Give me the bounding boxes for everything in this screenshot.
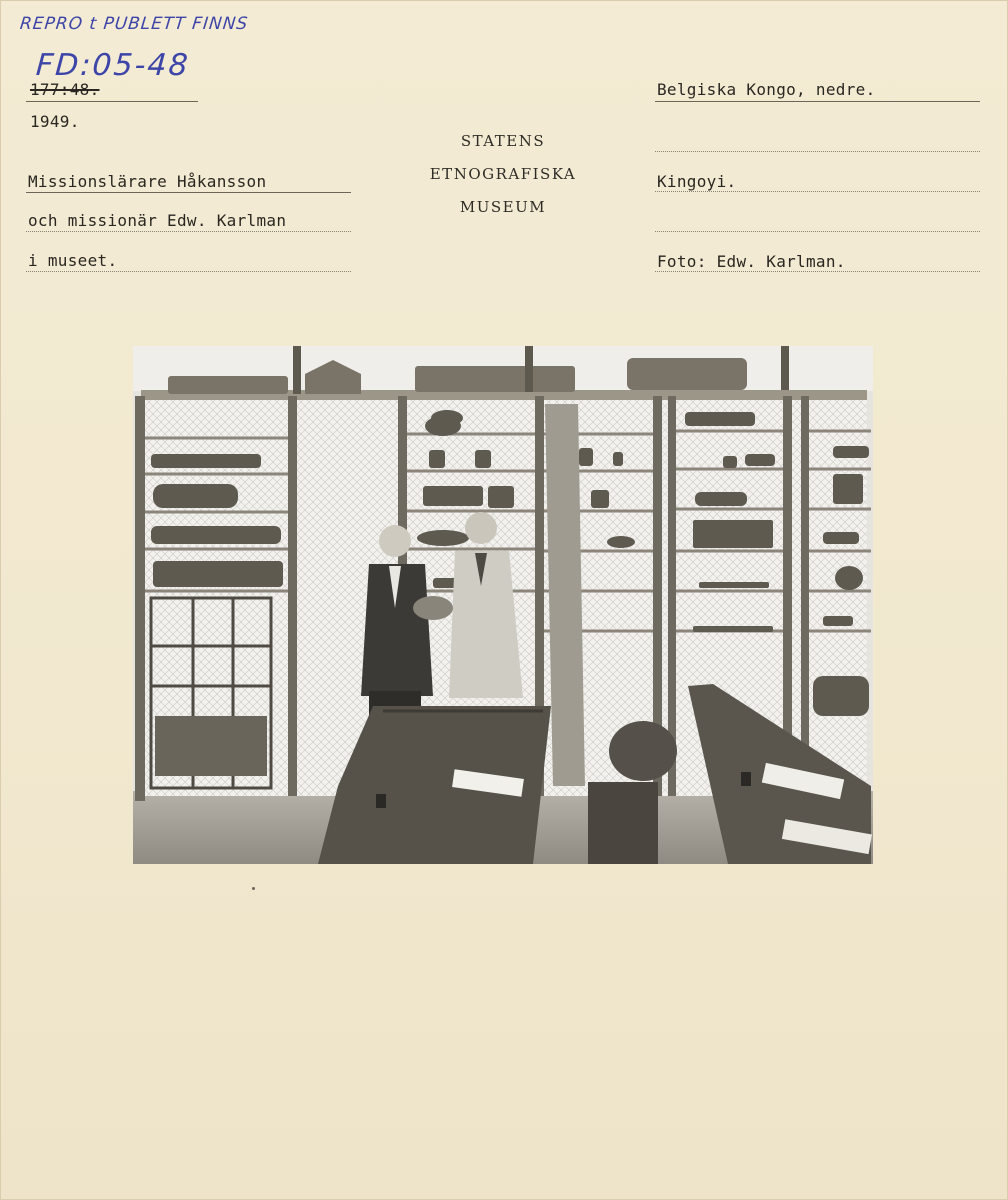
divider bbox=[655, 231, 980, 232]
divider bbox=[655, 271, 980, 272]
old-catalogue-number: 177:48. bbox=[30, 80, 100, 99]
divider bbox=[655, 101, 980, 102]
museum-photograph bbox=[133, 346, 873, 864]
caption-line-1: Missionslärare Håkansson bbox=[28, 172, 267, 191]
museum-line-3: MUSEUM bbox=[459, 198, 547, 216]
divider bbox=[26, 231, 351, 232]
museum-line-2: ETNOGRAFISKA bbox=[429, 165, 577, 183]
divider bbox=[26, 271, 351, 272]
photo-illustration bbox=[133, 346, 873, 864]
year: 1949. bbox=[30, 112, 80, 131]
museum-title bbox=[400, 125, 606, 224]
divider bbox=[26, 101, 198, 102]
divider bbox=[655, 151, 980, 152]
photographer: Foto: Edw. Karlman. bbox=[657, 252, 846, 271]
handwritten-number: FD:05-48 bbox=[34, 48, 191, 83]
speck bbox=[252, 887, 255, 890]
divider bbox=[655, 191, 980, 192]
held-object bbox=[413, 596, 453, 620]
region: Belgiska Kongo, nedre. bbox=[657, 80, 876, 99]
handwritten-note: REPRO t PUBLETT FINNS bbox=[18, 14, 250, 34]
caption-line-2: och missionär Edw. Karlman bbox=[28, 211, 287, 230]
caption-line-3: i museet. bbox=[28, 251, 118, 270]
place: Kingoyi. bbox=[657, 172, 737, 191]
museum-line-1: STATENS bbox=[460, 132, 546, 150]
divider bbox=[26, 192, 351, 193]
